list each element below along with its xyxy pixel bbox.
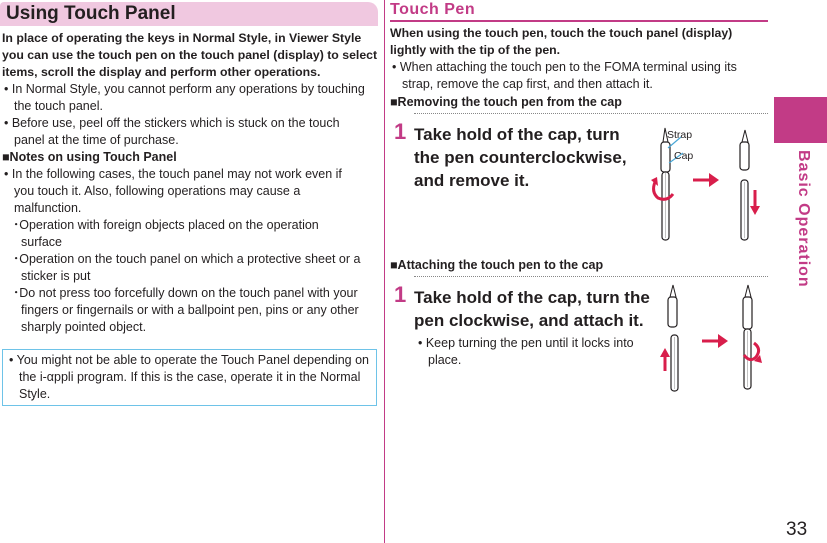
strap-label: Strap (667, 129, 693, 141)
dotted-divider-1 (414, 113, 768, 114)
remove-pen-illustration (645, 120, 770, 245)
step-text-attach: Take hold of the cap, turn the pen clockwise, and attach it. (414, 288, 650, 330)
down-arrow-icon (750, 206, 760, 215)
notes-bullet: • In the following cases, the touch panel may not work even if you touch it. Also, following operations may cause a malfunction. (4, 167, 342, 215)
right-bullet: • When attaching the touch pen to the FOMA terminal using its strap, remove the cap first, and then attach it. (392, 60, 737, 91)
notes-heading: ■Notes on using Touch Panel (2, 150, 177, 164)
left-bullet-1: • In Normal Style, you cannot perform any operations by touching the touch panel. (4, 82, 365, 113)
step-number-remove: 1 (394, 119, 407, 144)
column-divider (384, 0, 385, 543)
removing-heading: ■Removing the touch pen from the cap (390, 95, 622, 109)
right-intro: When using the touch pen, touch the touch panel (display) lightly with the tip of the pen. (390, 26, 733, 57)
page-number: 33 (786, 519, 808, 540)
section-title-touch-panel: Using Touch Panel (0, 2, 378, 26)
left-intro: In place of operating the keys in Normal Style, in Viewer Style you can use the touch pen on the touch panel (display) to select items, scroll the display and perform other operations. (2, 31, 378, 79)
cap-shape (661, 142, 670, 172)
cap-label: Cap (674, 150, 694, 162)
left-bullet-2: • Before use, peel off the stickers which is stuck on the touch panel at the time of purchase. (4, 116, 340, 147)
notes-sub-item-1: ･Operation with foreign objects placed on the operation surface (13, 218, 319, 249)
right-arrow-icon (709, 173, 719, 187)
note-box (2, 349, 377, 406)
attach-pen-illustration (650, 283, 770, 393)
notes-sub-item-2: ･Operation on the touch panel on which a protective sheet or a sticker is put (13, 252, 361, 283)
title-underline (390, 20, 768, 22)
right-arrow-icon (718, 334, 728, 348)
side-label-basic-operation: Basic Operation (795, 150, 812, 288)
step-number-attach: 1 (394, 282, 407, 307)
up-arrow-icon (660, 348, 670, 357)
notes-sub-item-3: ･Do not press too forcefully down on the touch panel with your fingers or fingernails or with a ballpoint pen, pins or any other sharply pointed object. (13, 286, 359, 334)
step-text-remove: Take hold of the cap, turn the pen counterclockwise, and remove it. (414, 125, 627, 190)
side-tab-marker (774, 97, 827, 143)
section-title-touch-pen: Touch Pen (390, 1, 476, 18)
step-attach-bullet: • Keep turning the pen until it locks into place. (418, 336, 634, 367)
note-box-text: • You might not be able to operate the Touch Panel depending on the i-αppli program. If this is the case, operate it in the Normal Style. (9, 353, 369, 401)
dotted-divider-2 (414, 276, 768, 277)
attaching-heading: ■Attaching the touch pen to the cap (390, 258, 604, 272)
